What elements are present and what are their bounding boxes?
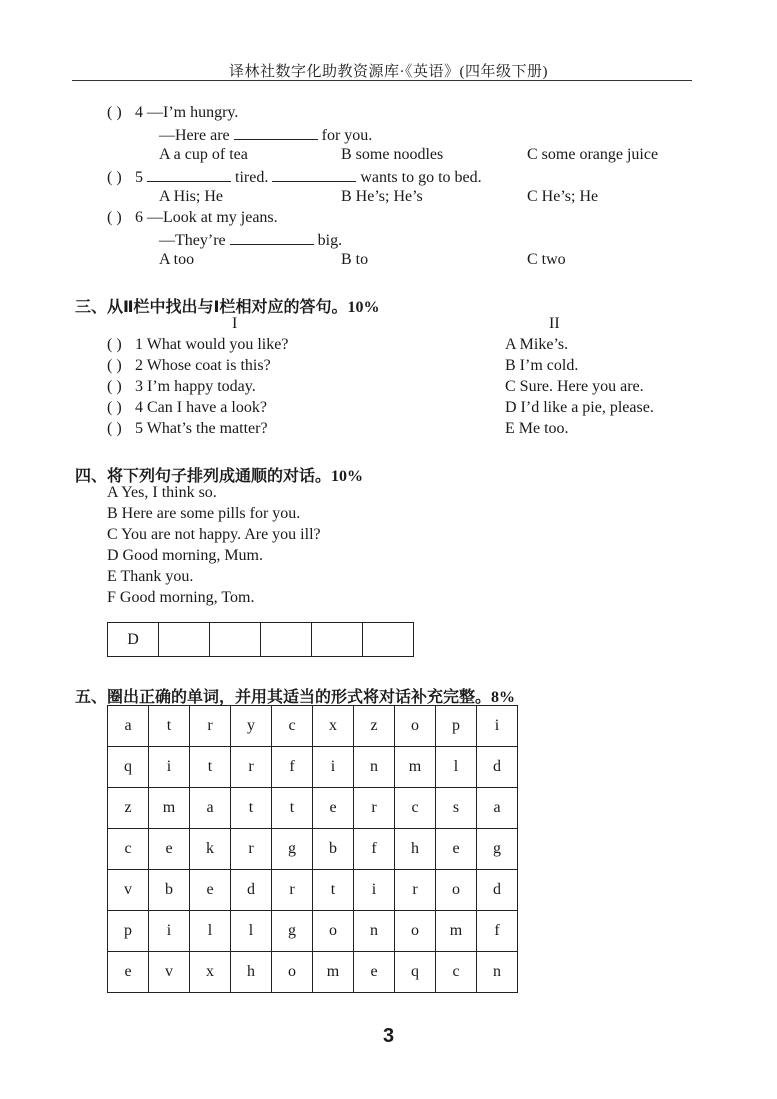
grid-letter-cell[interactable]: z — [354, 706, 395, 747]
grid-letter-cell[interactable]: m — [149, 788, 190, 829]
grid-letter-cell[interactable]: v — [149, 952, 190, 993]
match-answer: D I’d like a pie, please. — [505, 399, 654, 416]
grid-letter-cell[interactable]: e — [108, 952, 149, 993]
section5-title-text: 五、圈出正确的单词，并用其适当的形式将对话补充完整。 — [75, 687, 492, 706]
grid-letter-cell[interactable]: q — [395, 952, 436, 993]
grid-letter-cell[interactable]: o — [395, 706, 436, 747]
q6-line — [107, 209, 278, 227]
dialogue-sentence: D Good morning, Mum. — [107, 547, 263, 564]
grid-letter-cell[interactable]: r — [395, 870, 436, 911]
order-cell[interactable] — [363, 623, 414, 657]
section4-title — [75, 463, 363, 486]
dialogue-sentence: A Yes, I think so. — [107, 484, 217, 501]
q5-option-c: C He’s; He — [527, 188, 599, 205]
match-answer: E Me too. — [505, 420, 569, 437]
q4-line2 — [159, 125, 372, 145]
grid-letter-cell[interactable]: g — [477, 829, 518, 870]
grid-letter-cell[interactable]: a — [190, 788, 231, 829]
q5-option-a: A His; He — [159, 188, 223, 205]
section3-title-text: 三、从Ⅱ栏中找出与Ⅰ栏相对应的答句。 — [75, 297, 348, 316]
dialogue-sentence: F Good morning, Tom. — [107, 589, 255, 606]
grid-letter-cell[interactable]: n — [477, 952, 518, 993]
answer-paren[interactable]: ( ) — [107, 357, 122, 374]
match-question — [107, 420, 268, 438]
grid-letter-cell[interactable]: i — [477, 706, 518, 747]
q6-option-b: B to — [341, 251, 369, 268]
section3-title — [75, 294, 380, 317]
q6-line2-end: big. — [317, 232, 343, 249]
column-2-header: II — [549, 315, 560, 332]
grid-letter-cell[interactable]: p — [436, 706, 477, 747]
grid-letter-cell[interactable]: m — [313, 952, 354, 993]
grid-letter-cell[interactable]: e — [354, 952, 395, 993]
grid-letter-cell[interactable]: f — [272, 747, 313, 788]
grid-letter-cell[interactable]: x — [313, 706, 354, 747]
grid-letter-cell[interactable]: c — [272, 706, 313, 747]
q4-option-c: C some orange juice — [527, 146, 659, 163]
match-question-text: 4 Can I have a look? — [135, 399, 267, 416]
answer-paren[interactable]: ( ) — [107, 399, 122, 416]
grid-letter-cell[interactable]: g — [272, 911, 313, 952]
answer-paren[interactable]: ( ) — [107, 169, 122, 186]
grid-row — [108, 829, 518, 870]
dialogue-sentence: C You are not happy. Are you ill? — [107, 526, 321, 543]
fill-blank[interactable] — [234, 125, 318, 140]
grid-letter-cell[interactable]: t — [231, 788, 272, 829]
section4-title-text: 四、将下列句子排列成通顺的对话。 — [75, 466, 332, 485]
match-question — [107, 336, 288, 354]
grid-letter-cell[interactable]: v — [108, 870, 149, 911]
grid-letter-cell[interactable]: o — [436, 870, 477, 911]
order-cell[interactable] — [312, 623, 363, 657]
grid-letter-cell[interactable]: y — [231, 706, 272, 747]
q6-line2 — [159, 230, 342, 250]
answer-paren[interactable]: ( ) — [107, 104, 122, 121]
grid-letter-cell[interactable]: c — [108, 829, 149, 870]
grid-letter-cell[interactable]: c — [395, 788, 436, 829]
grid-letter-cell[interactable]: l — [231, 911, 272, 952]
grid-letter-cell[interactable]: m — [436, 911, 477, 952]
grid-letter-cell[interactable]: d — [477, 870, 518, 911]
match-question-text: 5 What’s the matter? — [135, 420, 268, 437]
grid-letter-cell[interactable]: l — [190, 911, 231, 952]
match-answer: B I’m cold. — [505, 357, 579, 374]
match-question-text: 1 What would you like? — [135, 336, 289, 353]
word-search-grid — [107, 705, 518, 993]
q5-mid: tired. — [235, 169, 269, 186]
grid-letter-cell[interactable]: n — [354, 747, 395, 788]
q5-number: 5 — [135, 169, 143, 186]
match-answer: A Mike’s. — [505, 336, 569, 353]
grid-row — [108, 706, 518, 747]
grid-letter-cell[interactable]: m — [395, 747, 436, 788]
grid-letter-cell[interactable]: r — [231, 747, 272, 788]
grid-letter-cell[interactable]: h — [395, 829, 436, 870]
grid-letter-cell[interactable]: t — [313, 870, 354, 911]
grid-row — [108, 911, 518, 952]
grid-letter-cell[interactable]: b — [149, 870, 190, 911]
q5-option-b: B He’s; He’s — [341, 188, 423, 205]
q4-stem: 4 —I’m hungry. — [135, 104, 239, 121]
grid-letter-cell[interactable]: h — [231, 952, 272, 993]
grid-letter-cell[interactable]: o — [313, 911, 354, 952]
grid-letter-cell[interactable]: o — [272, 952, 313, 993]
grid-letter-cell[interactable]: i — [354, 870, 395, 911]
grid-letter-cell[interactable]: i — [313, 747, 354, 788]
grid-letter-cell[interactable]: d — [231, 870, 272, 911]
grid-letter-cell[interactable]: f — [477, 911, 518, 952]
order-cell[interactable]: D — [108, 623, 159, 657]
grid-row — [108, 952, 518, 993]
order-cell[interactable] — [159, 623, 210, 657]
grid-letter-cell[interactable]: e — [436, 829, 477, 870]
grid-letter-cell[interactable]: r — [190, 706, 231, 747]
grid-letter-cell[interactable]: o — [395, 911, 436, 952]
grid-row — [108, 870, 518, 911]
grid-letter-cell[interactable]: q — [108, 747, 149, 788]
match-question — [107, 399, 267, 417]
q4-line2-start: —Here are — [159, 127, 230, 144]
grid-row — [108, 788, 518, 829]
match-question — [107, 378, 256, 396]
q4-option-b: B some noodles — [341, 146, 444, 163]
column-1-header: I — [232, 315, 238, 332]
grid-letter-cell[interactable]: t — [149, 706, 190, 747]
q4-option-a: A a cup of tea — [159, 146, 248, 163]
grid-letter-cell[interactable]: a — [108, 706, 149, 747]
order-cell[interactable] — [210, 623, 261, 657]
grid-letter-cell[interactable]: l — [436, 747, 477, 788]
order-cell[interactable] — [261, 623, 312, 657]
dialogue-sentence: B Here are some pills for you. — [107, 505, 301, 522]
fill-blank[interactable] — [147, 167, 231, 182]
grid-letter-cell[interactable]: r — [231, 829, 272, 870]
grid-letter-cell[interactable]: x — [190, 952, 231, 993]
q6-option-a: A too — [159, 251, 195, 268]
page-number: 3 — [382, 1025, 395, 1047]
section5-title — [75, 684, 515, 707]
match-question-text: 3 I’m happy today. — [135, 378, 256, 395]
grid-row — [108, 747, 518, 788]
order-answer-table — [107, 622, 414, 657]
section4-score: 10% — [331, 468, 364, 485]
grid-letter-cell[interactable]: p — [108, 911, 149, 952]
grid-letter-cell[interactable]: z — [108, 788, 149, 829]
fill-blank[interactable] — [230, 230, 314, 245]
q5-line — [107, 167, 482, 187]
grid-letter-cell[interactable]: t — [190, 747, 231, 788]
grid-letter-cell[interactable]: e — [149, 829, 190, 870]
answer-paren[interactable]: ( ) — [107, 336, 122, 353]
q5-end: wants to go to bed. — [360, 169, 482, 186]
grid-letter-cell[interactable]: a — [477, 788, 518, 829]
grid-letter-cell[interactable]: i — [149, 747, 190, 788]
grid-letter-cell[interactable]: e — [313, 788, 354, 829]
q6-stem: 6 —Look at my jeans. — [135, 209, 278, 226]
grid-letter-cell[interactable]: f — [354, 829, 395, 870]
grid-letter-cell[interactable]: r — [272, 870, 313, 911]
grid-letter-cell[interactable]: n — [354, 911, 395, 952]
q4-line — [107, 104, 238, 122]
q4-line2-end: for you. — [321, 127, 373, 144]
section3-score: 10% — [347, 299, 380, 316]
grid-letter-cell[interactable]: d — [477, 747, 518, 788]
answer-paren[interactable]: ( ) — [107, 378, 122, 395]
grid-letter-cell[interactable]: b — [313, 829, 354, 870]
answer-paren[interactable]: ( ) — [107, 209, 122, 226]
grid-letter-cell[interactable]: s — [436, 788, 477, 829]
q6-line2-start: —They’re — [159, 232, 226, 249]
grid-letter-cell[interactable]: e — [190, 870, 231, 911]
match-question-text: 2 Whose coat is this? — [135, 357, 271, 374]
grid-letter-cell[interactable]: k — [190, 829, 231, 870]
page-header: 译林社数字化助教资源库·《英语》(四年级下册) — [229, 64, 548, 80]
q6-option-c: C two — [527, 251, 566, 268]
grid-letter-cell[interactable]: c — [436, 952, 477, 993]
match-question — [107, 357, 271, 375]
section5-score: 8% — [491, 689, 516, 706]
dialogue-sentence: E Thank you. — [107, 568, 194, 585]
fill-blank[interactable] — [272, 167, 356, 182]
header-rule — [72, 80, 692, 81]
match-answer: C Sure. Here you are. — [505, 378, 644, 395]
grid-letter-cell[interactable]: t — [272, 788, 313, 829]
grid-letter-cell[interactable]: r — [354, 788, 395, 829]
answer-paren[interactable]: ( ) — [107, 420, 122, 437]
grid-letter-cell[interactable]: g — [272, 829, 313, 870]
grid-letter-cell[interactable]: i — [149, 911, 190, 952]
